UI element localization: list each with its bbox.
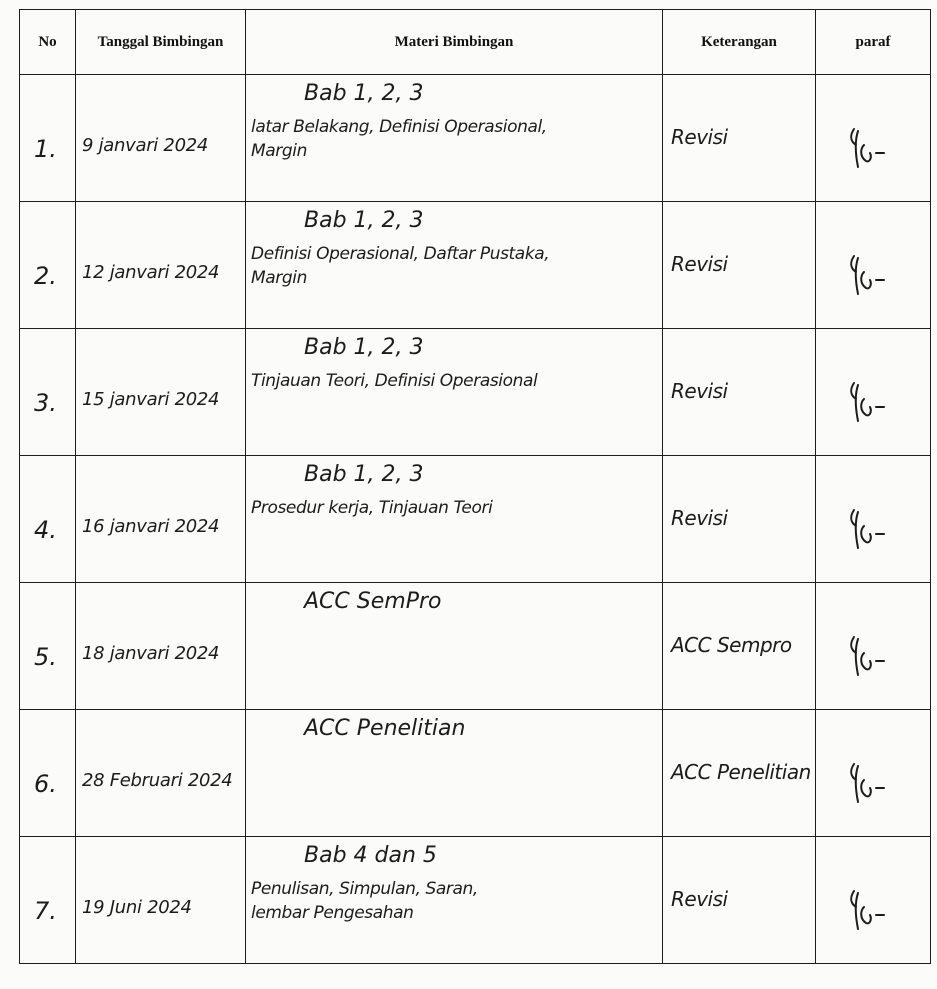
materi-title: Bab 1, 2, 3 xyxy=(304,335,424,360)
row-date: 12 janvari 2024 xyxy=(82,262,220,283)
signature-icon xyxy=(844,250,904,300)
table-row xyxy=(20,329,931,456)
cell-keterangan xyxy=(663,202,816,329)
cell-keterangan xyxy=(663,837,816,964)
materi-title: Bab 1, 2, 3 xyxy=(304,81,424,106)
cell-tanggal xyxy=(76,202,246,329)
row-date: 9 janvari 2024 xyxy=(82,135,209,156)
signature-icon xyxy=(844,504,904,554)
row-number: 5. xyxy=(34,643,57,671)
row-keterangan: Revisi xyxy=(671,887,728,911)
cell-paraf xyxy=(816,710,931,837)
cell-no xyxy=(20,837,76,964)
materi-line-2: Margin xyxy=(251,141,307,161)
signature-icon xyxy=(844,377,904,427)
cell-materi xyxy=(246,75,663,202)
row-number: 7. xyxy=(34,897,57,925)
row-number: 1. xyxy=(34,135,57,163)
row-date: 15 janvari 2024 xyxy=(82,389,220,410)
cell-no xyxy=(20,583,76,710)
row-date: 18 janvari 2024 xyxy=(82,643,220,664)
row-date: 16 janvari 2024 xyxy=(82,516,220,537)
table-row xyxy=(20,456,931,583)
cell-materi xyxy=(246,456,663,583)
header-paraf: paraf xyxy=(816,10,931,75)
header-materi: Materi Bimbingan xyxy=(246,10,663,75)
cell-paraf xyxy=(816,75,931,202)
row-keterangan: ACC Sempro xyxy=(671,633,792,657)
cell-paraf xyxy=(816,456,931,583)
materi-line-1: Tinjauan Teori, Definisi Operasional xyxy=(251,371,538,391)
cell-materi xyxy=(246,329,663,456)
bimbingan-table xyxy=(19,9,931,964)
table-row xyxy=(20,710,931,837)
signature-icon xyxy=(844,758,904,808)
cell-no xyxy=(20,329,76,456)
cell-tanggal xyxy=(76,329,246,456)
materi-line-1: Definisi Operasional, Daftar Pustaka, xyxy=(251,244,550,264)
cell-materi xyxy=(246,583,663,710)
cell-tanggal xyxy=(76,75,246,202)
materi-title: Bab 1, 2, 3 xyxy=(304,208,424,233)
table-row xyxy=(20,583,931,710)
table-row xyxy=(20,202,931,329)
cell-materi xyxy=(246,202,663,329)
cell-paraf xyxy=(816,837,931,964)
cell-no xyxy=(20,75,76,202)
signature-icon xyxy=(844,631,904,681)
signature-icon xyxy=(844,123,904,173)
cell-keterangan xyxy=(663,456,816,583)
cell-keterangan xyxy=(663,329,816,456)
header-tanggal: Tanggal Bimbingan xyxy=(76,10,246,75)
header-keterangan: Keterangan xyxy=(663,10,816,75)
row-number: 2. xyxy=(34,262,57,290)
cell-tanggal xyxy=(76,456,246,583)
row-keterangan: Revisi xyxy=(671,125,728,149)
cell-keterangan xyxy=(663,583,816,710)
header-no: No xyxy=(20,10,76,75)
cell-tanggal xyxy=(76,837,246,964)
cell-paraf xyxy=(816,329,931,456)
cell-keterangan xyxy=(663,710,816,837)
materi-title: ACC Penelitian xyxy=(304,716,466,741)
row-number: 3. xyxy=(34,389,57,417)
materi-title: Bab 4 dan 5 xyxy=(304,843,437,868)
cell-paraf xyxy=(816,202,931,329)
table-row xyxy=(20,75,931,202)
row-keterangan: Revisi xyxy=(671,506,728,530)
cell-no xyxy=(20,456,76,583)
materi-line-1: latar Belakang, Definisi Operasional, xyxy=(251,117,547,137)
table-row xyxy=(20,837,931,964)
materi-line-2: Margin xyxy=(251,268,307,288)
signature-icon xyxy=(844,885,904,935)
row-number: 4. xyxy=(34,516,57,544)
cell-tanggal xyxy=(76,710,246,837)
cell-tanggal xyxy=(76,583,246,710)
row-date: 19 Juni 2024 xyxy=(82,897,192,918)
materi-title: Bab 1, 2, 3 xyxy=(304,462,424,487)
row-number: 6. xyxy=(34,770,57,798)
materi-line-1: Prosedur kerja, Tinjauan Teori xyxy=(251,498,493,518)
cell-paraf xyxy=(816,583,931,710)
cell-materi xyxy=(246,710,663,837)
cell-no xyxy=(20,202,76,329)
row-keterangan: ACC Penelitian xyxy=(671,760,811,784)
materi-line-2: lembar Pengesahan xyxy=(251,903,414,923)
row-keterangan: Revisi xyxy=(671,252,728,276)
row-date: 28 Februari 2024 xyxy=(82,770,233,791)
row-keterangan: Revisi xyxy=(671,379,728,403)
materi-title: ACC SemPro xyxy=(304,589,442,614)
cell-no xyxy=(20,710,76,837)
cell-keterangan xyxy=(663,75,816,202)
table-header-row xyxy=(20,10,931,75)
materi-line-1: Penulisan, Simpulan, Saran, xyxy=(251,879,478,899)
cell-materi xyxy=(246,837,663,964)
